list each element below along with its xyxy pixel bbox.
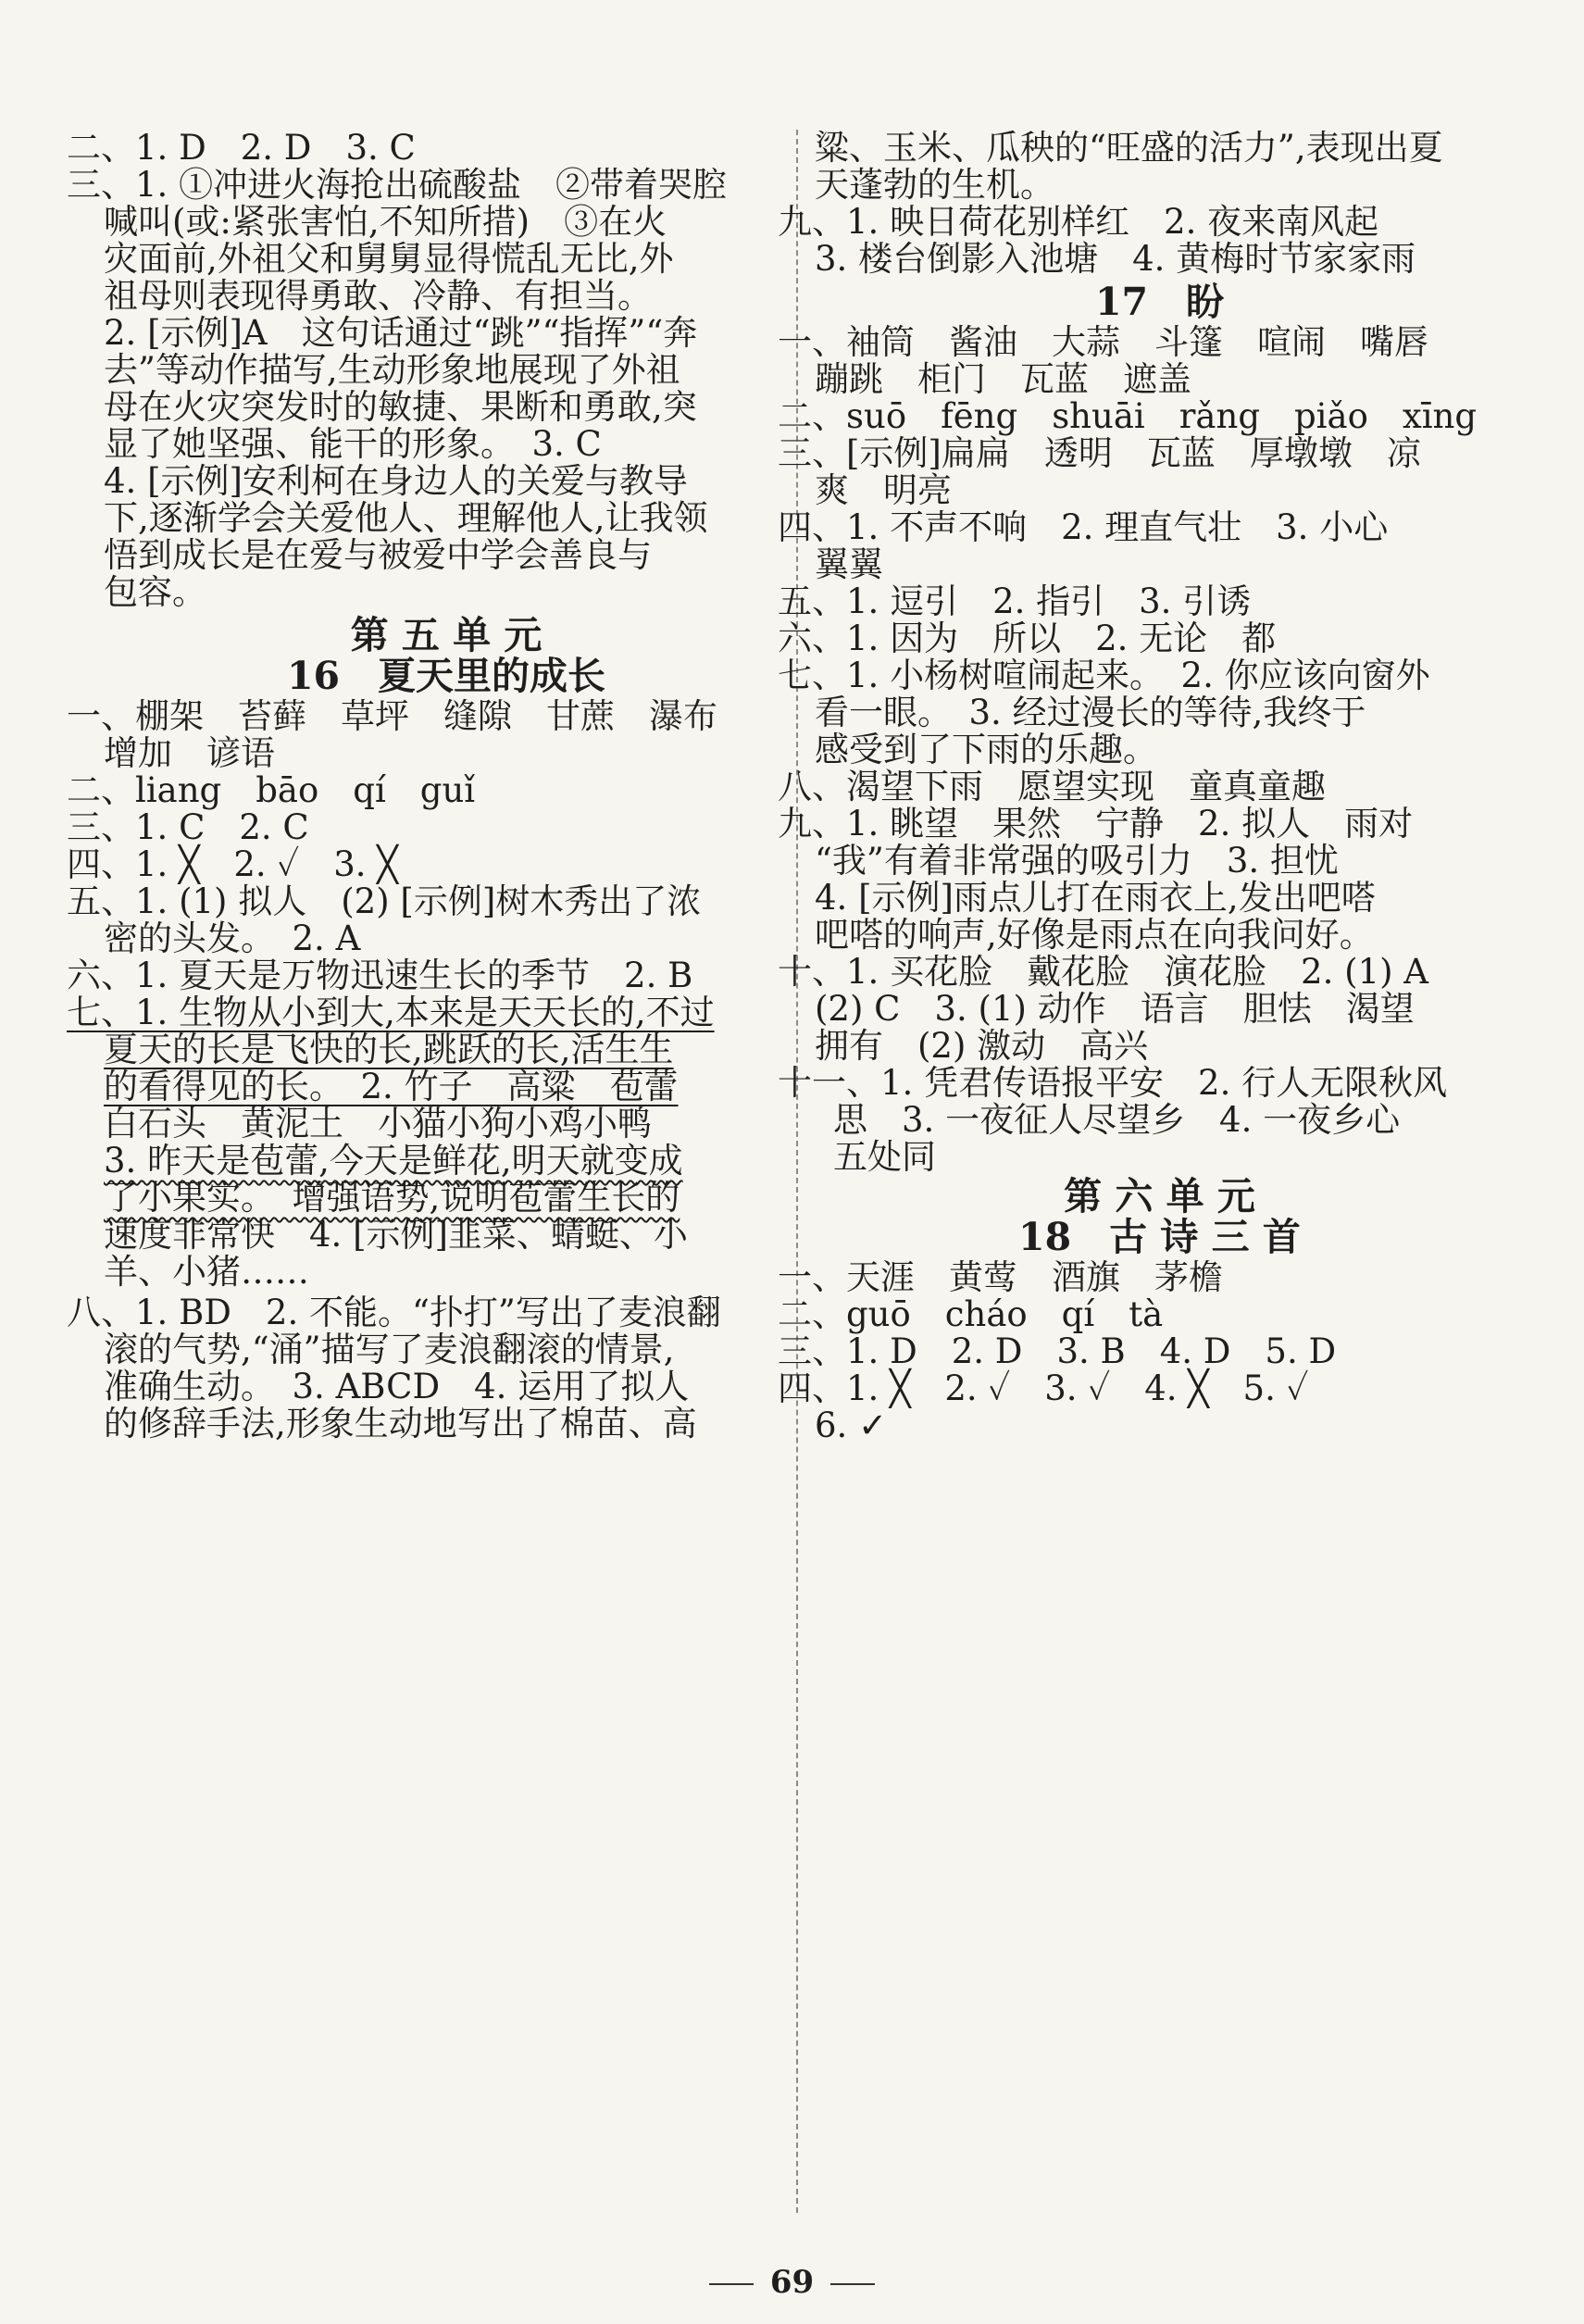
left-line: 准确生动。 3. ABCD 4. 运用了拟人 bbox=[104, 1367, 690, 1406]
right-line: 三、[示例]扁扁 透明 瓦蓝 厚墩墩 凉 bbox=[778, 433, 1421, 473]
footer-dash-left bbox=[709, 2283, 754, 2285]
right-line: 四、1. ╳ 2. ✓ 3. ✓ 4. ╳ 5. ✓ bbox=[778, 1368, 1309, 1408]
left-line: 16 夏天里的成长 bbox=[286, 654, 606, 698]
right-line: 思 3. 一夜征人尽望乡 4. 一夜乡心 bbox=[833, 1100, 1401, 1140]
right-line: 3. 楼台倒影入池塘 4. 黄梅时节家家雨 bbox=[815, 239, 1416, 279]
left-line: 一、棚架 苔藓 草坪 缝隙 甘蔗 瀑布 bbox=[67, 696, 717, 736]
right-line: 蹦跳 柜门 瓦蓝 遮盖 bbox=[815, 359, 1191, 399]
right-line: 九、1. 眺望 果然 宁静 2. 拟人 雨对 bbox=[778, 804, 1414, 843]
left-line: 白石头 黄泥土 小猫小狗小鸡小鸭 bbox=[104, 1104, 652, 1143]
left-line: 四、1. ╳ 2. ✓ 3. ╳ bbox=[67, 844, 398, 884]
left-line: 三、1. C 2. C bbox=[67, 807, 309, 847]
left-line: 2. [示例]A 这句话通过“跳”“指挥”“奔 bbox=[104, 313, 698, 353]
right-line: “我”有着非常强的吸引力 3. 担忧 bbox=[815, 841, 1339, 881]
right-line: 17 盼 bbox=[1094, 280, 1225, 324]
left-line: 祖母则表现得勇敢、冷静、有担当。 bbox=[104, 276, 652, 316]
left-line: 去”等动作描写,生动形象地展现了外祖 bbox=[104, 350, 680, 390]
right-line: 九、1. 映日荷花别样红 2. 夜来南风起 bbox=[778, 202, 1379, 242]
left-line: 羊、小猪…… bbox=[104, 1252, 309, 1292]
left-line: 速度非常快 4. [示例]韭菜、蜻蜓、小 bbox=[104, 1215, 688, 1255]
right-line: 翼翼 bbox=[815, 544, 883, 584]
left-line: 下,逐渐学会关爱他人、理解他人,让我领 bbox=[104, 498, 708, 538]
left-line: 包容。 bbox=[104, 572, 206, 612]
right-line: 一、天涯 黄莺 酒旗 茅檐 bbox=[778, 1257, 1223, 1297]
right-line: 六、1. 因为 所以 2. 无论 都 bbox=[778, 618, 1277, 658]
right-line: 吧嗒的响声,好像是雨点在向我问好。 bbox=[815, 915, 1374, 955]
left-line: 第 五 单 元 bbox=[350, 613, 543, 657]
right-line: 粱、玉米、瓜秧的“旺盛的活力”,表现出夏 bbox=[815, 128, 1443, 168]
right-line: 五、1. 逗引 2. 指引 3. 引诱 bbox=[778, 581, 1252, 621]
left-line: 悟到成长是在爱与被爱中学会善良与 bbox=[104, 535, 652, 575]
left-line: 二、1. D 2. D 3. C bbox=[67, 128, 416, 168]
right-line: 第 六 单 元 bbox=[1064, 1174, 1255, 1218]
right-line: 十、1. 买花脸 戴花脸 演花脸 2. (1) A bbox=[778, 952, 1429, 992]
right-line: 三、1. D 2. D 3. B 4. D 5. D bbox=[778, 1331, 1337, 1371]
left-line: 3. 昨天是苞蕾,今天是鲜花,明天就变成 bbox=[104, 1141, 683, 1181]
right-line: 6. ✓ bbox=[815, 1406, 888, 1445]
left-line: 密的头发。 2. A bbox=[104, 918, 361, 958]
right-line: (2) C 3. (1) 动作 语言 胆怯 渴望 bbox=[815, 989, 1415, 1029]
right-line: 二、guō cháo qí tà bbox=[778, 1294, 1164, 1334]
footer-dash-right bbox=[830, 2283, 875, 2285]
page-footer bbox=[0, 2264, 1584, 2301]
left-line: 灾面前,外祖父和舅舅显得慌乱无比,外 bbox=[104, 239, 674, 279]
right-line: 二、suō fēng shuāi rǎng piǎo xīng bbox=[778, 396, 1478, 436]
left-line: 喊叫(或:紧张害怕,不知所措) ③在火 bbox=[104, 202, 667, 242]
right-line: 十一、1. 凭君传语报平安 2. 行人无限秋风 bbox=[778, 1063, 1448, 1103]
left-line: 增加 谚语 bbox=[104, 733, 275, 773]
left-line: 显了她坚强、能干的形象。 3. C bbox=[104, 424, 602, 464]
right-line: 五处同 bbox=[833, 1137, 936, 1177]
left-line: 七、1. 生物从小到大,本来是天天长的,不过 bbox=[67, 993, 715, 1032]
left-line: 六、1. 夏天是万物迅速生长的季节 2. B bbox=[67, 956, 693, 995]
right-line: 18 古 诗 三 首 bbox=[1018, 1215, 1301, 1259]
right-line: 拥有 (2) 激动 高兴 bbox=[815, 1026, 1149, 1066]
left-line: 的修辞手法,形象生动地写出了棉苗、高 bbox=[104, 1404, 697, 1443]
right-line: 感受到了下雨的乐趣。 bbox=[815, 730, 1157, 769]
left-line: 了小果实。 增强语势,说明苞蕾生长的 bbox=[104, 1178, 680, 1218]
left-line: 的看得见的长。 2. 竹子 高粱 苞蕾 bbox=[104, 1067, 679, 1106]
left-line: 二、liang bāo qí guǐ bbox=[67, 770, 476, 810]
right-line: 四、1. 不声不响 2. 理直气壮 3. 小心 bbox=[778, 507, 1389, 547]
right-line: 看一眼。 3. 经过漫长的等待,我终于 bbox=[815, 693, 1366, 732]
left-line: 三、1. ①冲进火海抢出硫酸盐 ②带着哭腔 bbox=[67, 165, 728, 205]
right-line: 4. [示例]雨点儿打在雨衣上,发出吧嗒 bbox=[815, 878, 1376, 918]
right-line: 天蓬勃的生机。 bbox=[815, 165, 1054, 205]
right-line: 爽 明亮 bbox=[815, 470, 952, 510]
left-line: 五、1. (1) 拟人 (2) [示例]树木秀出了浓 bbox=[67, 881, 702, 921]
left-line: 4. [示例]安利柯在身边人的关爱与教导 bbox=[104, 461, 688, 501]
left-line: 八、1. BD 2. 不能。“扑打”写出了麦浪翻 bbox=[67, 1293, 721, 1332]
page-number: 69 bbox=[769, 2264, 815, 2301]
left-line: 滚的气势,“涌”描写了麦浪翻滚的情景, bbox=[104, 1330, 675, 1369]
left-line: 母在火灾突发时的敏捷、果断和勇敢,突 bbox=[104, 387, 697, 427]
right-line: 一、袖筒 酱油 大蒜 斗篷 喧闹 嘴唇 bbox=[778, 322, 1428, 362]
right-line: 七、1. 小杨树喧闹起来。 2. 你应该向窗外 bbox=[778, 656, 1430, 695]
left-line: 夏天的长是飞快的长,跳跃的长,活生生 bbox=[104, 1030, 674, 1069]
right-line: 八、渴望下雨 愿望实现 童真童趣 bbox=[778, 767, 1326, 806]
